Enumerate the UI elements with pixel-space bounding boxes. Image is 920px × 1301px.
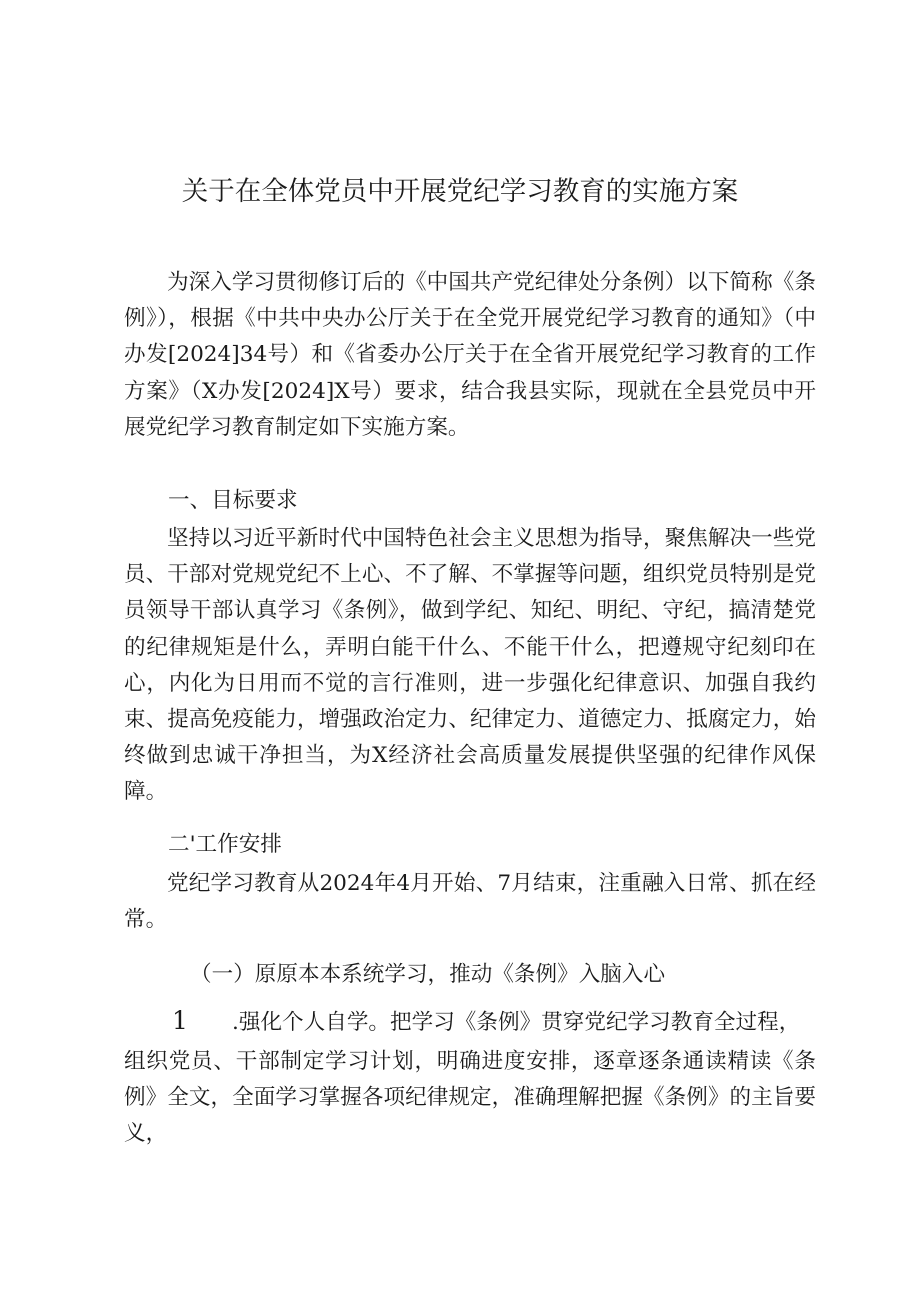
page-title: 关于在全体党员中开展党纪学习教育的实施方案 — [181, 176, 739, 207]
item-1-number: 1 — [172, 1006, 188, 1035]
goals-paragraph: 坚持以习近平新时代中国特色社会主义思想为指导，聚焦解决一些党员、干部对党规党纪不上心、不了解、不掌握等问题，组织党员特别是党员领导干部认真学习《条例》，做到学纪、知纪、明纪、守纪，搞清楚党的纪律规矩是什么，弄明白能干什么、不能干什么，把遵规守纪刻印在心，内化为日用而不觉的言行准则，进一步强化纪律意识、加强自我约束、提高免疫能力，增强政治定力、纪律定力、道德定力、抵腐定力，始终做到忠诚干净担当，为X经济社会高质量发展提供坚强的纪律作风保障。 — [124, 526, 816, 805]
section-heading-arrangements: 二'工作安排 — [168, 832, 282, 857]
subsection-heading-study: （一）原原本本系统学习，推动《条例》入脑入心 — [190, 962, 666, 987]
item-1-lead: .强化个人自学。把学习《条例》贯穿党纪学习教育全过程， — [232, 1010, 801, 1035]
item-1-first-line — [172, 1003, 800, 1041]
section-heading-goals: 一、目标要求 — [168, 488, 298, 513]
arrangements-paragraph: 党纪学习教育从2024年4月开始、7月结束，注重融入日常、抓在经常。 — [124, 871, 816, 933]
item-1-continuation: 组织党员、干部制定学习计划，明确进度安排，逐章逐条通读精读《条例》全文，全面学习掌握各项纪律规定，准确理解把握《条例》的主旨要义， — [124, 1049, 816, 1147]
intro-paragraph: 为深入学习贯彻修订后的《中国共产党纪律处分条例）以下简称《条例》），根据《中共中央办公厅关于在全党开展党纪学习教育的通知》（中办发[2024]34号）和《省委办公厅关于在全省开展党纪学习教育的工作方案》（X办发[2024]X号）要求，结合我县实际，现就在全县党员中开展党纪学习教育制定如下实施方案。 — [124, 270, 816, 440]
